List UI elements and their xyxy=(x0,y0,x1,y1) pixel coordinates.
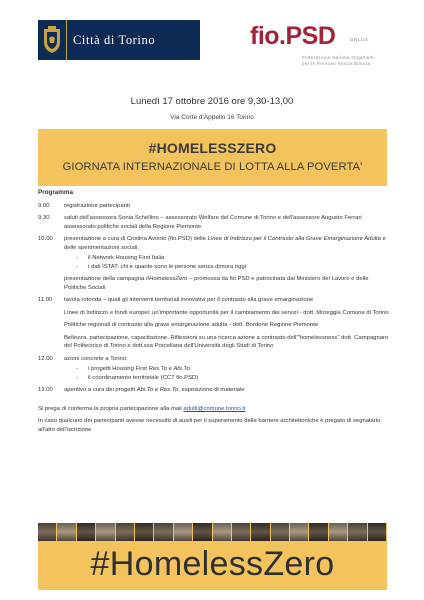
city-logo-text: Città di Torino xyxy=(73,32,156,47)
photo-thumbnail xyxy=(193,523,211,541)
bullet-item: - i dati ISTAT: chi e quante sono le persone senza dimora oggi xyxy=(76,263,246,270)
item-text: aperitivo a cura dei progetti Abi.To e Res.To; esposizione di materiale xyxy=(64,387,245,393)
item-text: tavola rotonda – quali gli interventi territoriali innovativi per il contrasto alla grave emarginazione xyxy=(64,297,314,303)
item-time: 13.00 xyxy=(38,387,53,393)
photo-thumbnail xyxy=(251,523,269,541)
rsvp-note: Si prega di conferma la propria partecipazione alla mail adulti@comune.torino.it xyxy=(38,405,246,412)
bull-crest-icon xyxy=(38,20,66,60)
fio-psd-logo xyxy=(250,22,390,82)
bullet-item: - il coordinamento territoriale (CCT fio.PSD) xyxy=(76,374,199,381)
photo-thumbnail xyxy=(77,523,95,541)
programme-item xyxy=(38,202,390,211)
title-band xyxy=(38,129,387,186)
item-text: saluti dell'assessora Sonia Schellino – assessorato Welfare del Comune di Torino e dell'assessore Augusto Ferrari assessorato politiche sociali della Regione Piemonte xyxy=(64,215,362,230)
photo-thumbnail xyxy=(348,523,366,541)
photo-thumbnail xyxy=(154,523,172,541)
photo-thumbnail xyxy=(368,523,386,541)
item-time: 9.00 xyxy=(38,202,50,209)
photo-thumbnail xyxy=(309,523,327,541)
event-subtitle: GIORNATA INTERNAZIONALE DI LOTTA ALLA POVERTA' xyxy=(62,161,363,173)
photo-thumbnail xyxy=(271,523,289,541)
programme xyxy=(38,189,390,434)
programme-item xyxy=(38,214,390,231)
item-time: 12.00 xyxy=(38,355,53,362)
rsvp-email-link[interactable]: adulti@comune.torino.it xyxy=(183,405,246,412)
bullet-item: - i progetti Housing First Res.To e Abi.To xyxy=(76,366,190,372)
item-text: presentazione a cura di Cristina Avonto (fio.PSD) delle Linee di Indirizzo per il Contrasto alla Grave Emarginazione Adulta e delle sperimentazioni sociali: xyxy=(64,236,386,251)
footer-hashtag: #HomelessZero xyxy=(90,545,335,583)
item-time: 9,30 xyxy=(38,215,50,221)
programme-subitem: Linee di Indirizzo e fondi europei: un'importante opportunità per il cambiamento dei servizi - dott. Moreggia Comune di Torino xyxy=(64,309,389,316)
photo-thumbnail xyxy=(116,523,134,541)
fio-onlus-label: ONLUS xyxy=(350,37,369,42)
fio-subtitle-line-1: Federazione Italiana Organismi xyxy=(302,55,376,60)
item-text: azioni concrete a Torino: xyxy=(64,355,128,362)
event-hashtag: #HOMELESSZERO xyxy=(148,140,277,156)
item-time: 10.00 xyxy=(38,236,53,242)
photo-thumbnail xyxy=(174,523,192,541)
photo-strip xyxy=(38,523,387,541)
programme-subitem: presentazione della campagna #HomelessZero – promossa da fio.PSD e patrocinata dal Ministero del Lavoro e delle Politiche Sociali xyxy=(64,276,369,291)
programme-item xyxy=(38,296,390,305)
photo-thumbnail xyxy=(232,523,250,541)
photo-thumbnail xyxy=(290,523,308,541)
item-time: 11.00 xyxy=(38,297,53,303)
footer-band xyxy=(38,541,387,590)
fio-subtitle-line-2: per le Persone Senza Dimora xyxy=(302,60,371,66)
photo-thumbnail xyxy=(329,523,347,541)
item-text: registrazione partecipanti xyxy=(64,202,130,209)
bullet-item: - il Network Housing First Italia xyxy=(76,255,165,261)
photo-thumbnail xyxy=(135,523,153,541)
photo-thumbnail xyxy=(96,523,114,541)
programme-item xyxy=(38,235,390,252)
photo-thumbnail xyxy=(38,523,56,541)
photo-thumbnail xyxy=(213,523,231,541)
programme-item xyxy=(38,386,390,395)
accessibility-note: In caso qualcuno dei partecipanti avesse necessità di ausili per il superamento delle barriere architettoniche è pregato di segnalarlo all'atto dell'iscrizione xyxy=(38,418,381,433)
event-date: Lunedì 17 ottobre 2016 ore 9,30-13,00 xyxy=(130,96,294,107)
programme-title: Programma xyxy=(38,189,73,196)
programme-subitem: Bellezza, partecipazione, capacitazione. Riflessioni su una ricerca azione a contrasto dell'"homelessness" dott. Campagnaro del Politecnico di Torino e dott.ssa Porcellana dell'Università degli Studi di Torino xyxy=(64,334,389,349)
fio-logo-text: fio.PSD xyxy=(250,22,336,50)
programme-item xyxy=(38,355,390,364)
photo-thumbnail xyxy=(57,523,75,541)
programme-subitem: Politiche regionali di contrasto alla grave emarginazione adulta - dott. Bordone Regione Piemonte xyxy=(64,322,319,328)
citta-di-torino-logo xyxy=(38,20,200,60)
event-venue: Via Corte d'Appello 16 Torino xyxy=(170,114,254,121)
